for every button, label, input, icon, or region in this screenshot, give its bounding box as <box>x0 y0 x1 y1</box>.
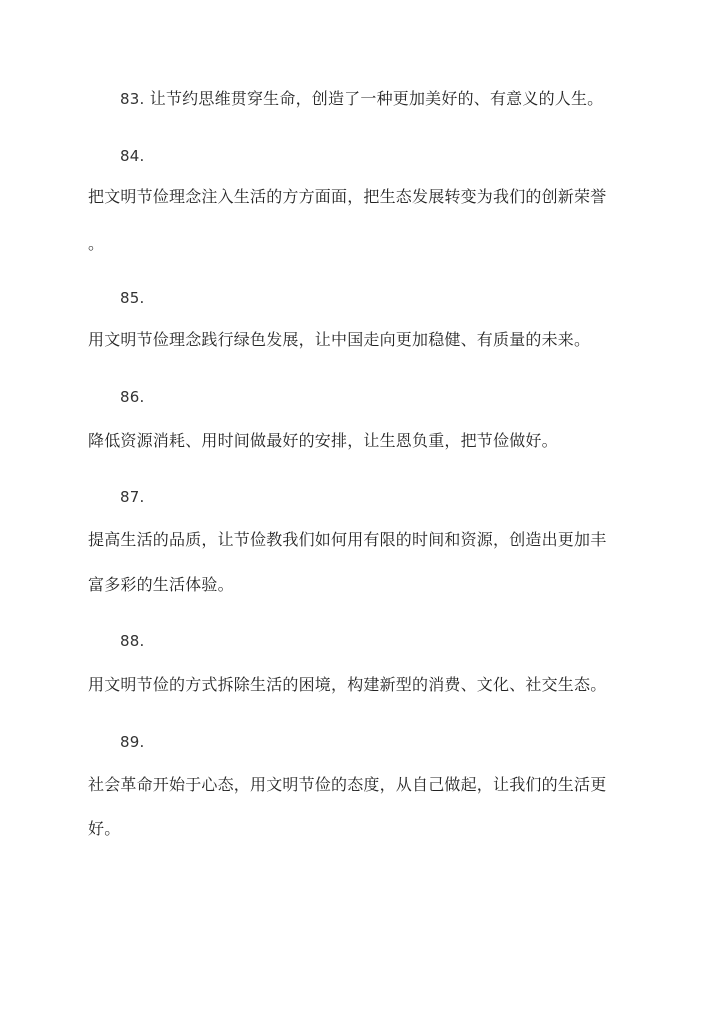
entry-text-line: 把文明节俭理念注入生活的方方面面，把生态发展转变为我们的创新荣誉 <box>88 187 607 206</box>
entry-text-line: 用文明节俭的方式拆除生活的困境，构建新型的消费、文化、社交生态。 <box>88 675 607 694</box>
entry-number: 89. <box>120 733 145 751</box>
entry-text-line: 提高生活的品质，让节俭教我们如何用有限的时间和资源，创造出更加丰 <box>88 530 607 549</box>
entry-number: 87. <box>120 488 145 506</box>
entry-text-line: 好。 <box>88 819 121 838</box>
entry-83 <box>120 89 603 109</box>
entry-number: 88. <box>120 632 145 650</box>
entry-text-line: 社会革命开始于心态，用文明节俭的态度，从自己做起，让我们的生活更 <box>88 775 607 794</box>
entry-number: 83. <box>120 90 145 108</box>
entry-text-line: 降低资源消耗、用时间做最好的安排，让生恩负重，把节俭做好。 <box>88 431 558 450</box>
entry-number: 84. <box>120 147 145 165</box>
entry-text-line: 富多彩的生活体验。 <box>88 575 234 594</box>
entry-number: 85. <box>120 289 145 307</box>
entry-text-line: 用文明节俭理念践行绿色发展，让中国走向更加稳健、有质量的未来。 <box>88 330 591 349</box>
entry-text-line: 。 <box>88 234 105 253</box>
entry-number: 86. <box>120 388 145 406</box>
entry-text: 让节约思维贯穿生命，创造了一种更加美好的、有意义的人生。 <box>149 89 604 108</box>
